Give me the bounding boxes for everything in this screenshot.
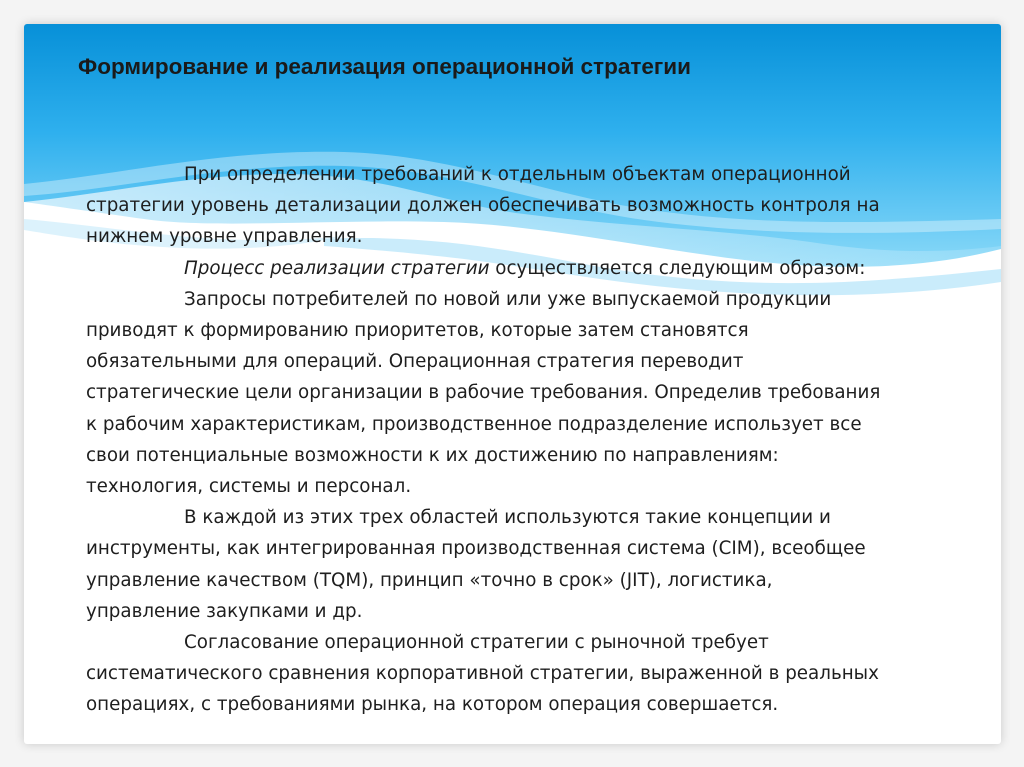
body-line-text: осуществляется следующим образом: <box>489 257 866 279</box>
body-line <box>86 346 981 377</box>
body-line-text: При определении требований к отдельным объектам операционной <box>184 164 851 185</box>
body-line <box>86 315 981 346</box>
body-line <box>86 221 981 252</box>
body-line <box>86 471 981 502</box>
body-line <box>86 253 981 284</box>
body-line <box>86 440 981 471</box>
body-line-text: операциях, с требованиями рынка, на котором операция совершается. <box>86 694 779 716</box>
body-line <box>86 596 981 627</box>
body-line-text: стратегии уровень детализации должен обеспечивать возможность контроля на <box>86 195 880 217</box>
body-line <box>86 190 981 221</box>
body-line <box>86 689 981 720</box>
body-line-text: обязательными для операций. Операционная стратегия переводит <box>86 351 744 373</box>
body-line <box>86 627 981 658</box>
body-line-text: В каждой из этих трех областей используются такие концепции и <box>184 507 831 529</box>
body-line-text: технология, системы и персонал. <box>86 476 412 498</box>
body-line-text: приводят к формированию приоритетов, которые затем становятся <box>86 320 749 342</box>
body-line-text: управление закупками и др. <box>86 600 363 622</box>
body-line <box>86 502 981 533</box>
body-line <box>86 658 981 689</box>
slide-body <box>86 159 981 721</box>
body-line-text: к рабочим характеристикам, производственное подразделение использует все <box>86 413 862 435</box>
body-line-text: нижнем уровне управления. <box>86 226 363 248</box>
body-line <box>86 159 981 190</box>
body-line-text: стратегические цели организации в рабочие требования. Определив требования <box>86 382 881 404</box>
body-line-text: свои потенциальные возможности к их достижению по направлениям: <box>86 444 779 466</box>
slide <box>24 24 1001 744</box>
slide-title: Формирование и реализация операционной стратегии <box>78 54 691 79</box>
body-line <box>86 565 981 596</box>
body-line-text: Согласование операционной стратегии с рыночной требует <box>184 632 769 654</box>
body-line <box>86 533 981 564</box>
body-line-text: управление качеством (TQM), принцип «точно в срок» (JIT), логистика, <box>86 569 773 591</box>
italic-term: Процесс реализации стратегии <box>184 257 490 279</box>
body-line-text: систематического сравнения корпоративной стратегии, выраженной в реальных <box>86 663 879 685</box>
body-line <box>86 284 981 315</box>
body-line <box>86 377 981 408</box>
body-line-text: инструменты, как интегрированная производственная система (CIM), всеобщее <box>86 538 866 560</box>
body-line <box>86 409 981 440</box>
body-line-text: Запросы потребителей по новой или уже выпускаемой продукции <box>184 288 832 310</box>
